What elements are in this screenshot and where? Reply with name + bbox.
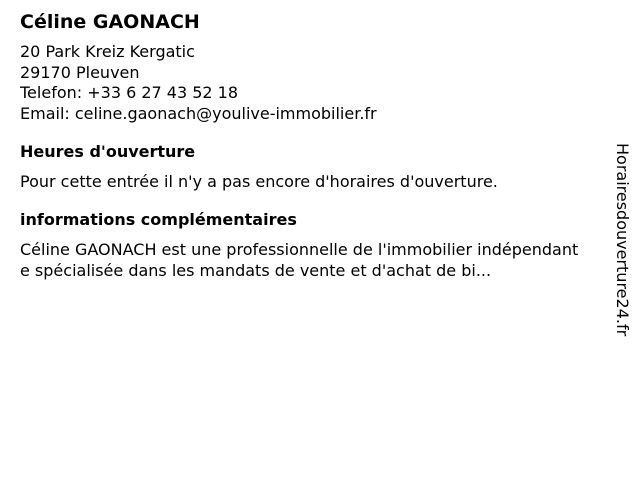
opening-hours-text: Pour cette entrée il n'y a pas encore d'horaires d'ouverture.	[20, 172, 498, 191]
contact-email: Email: celine.gaonach@youlive-immobilier.fr	[20, 103, 377, 123]
contact-card	[20, 10, 590, 281]
contact-city: 29170 Pleuven	[20, 62, 140, 82]
contact-phone: Telefon: +33 6 27 43 52 18	[20, 83, 239, 102]
additional-info-text: Céline GAONACH est une professionnelle de l'immobilier indépendante spécialisée dans les mandats de vente et d'achat de bi...	[20, 240, 579, 280]
opening-hours-heading: Heures d'ouverture	[20, 142, 196, 161]
contact-name: Céline GAONACH	[20, 11, 200, 33]
contact-street: 20 Park Kreiz Kergatic	[20, 42, 195, 61]
additional-info-heading: informations complémentaires	[20, 210, 297, 229]
brand-watermark: Horairesdouverture24.fr	[613, 143, 632, 337]
